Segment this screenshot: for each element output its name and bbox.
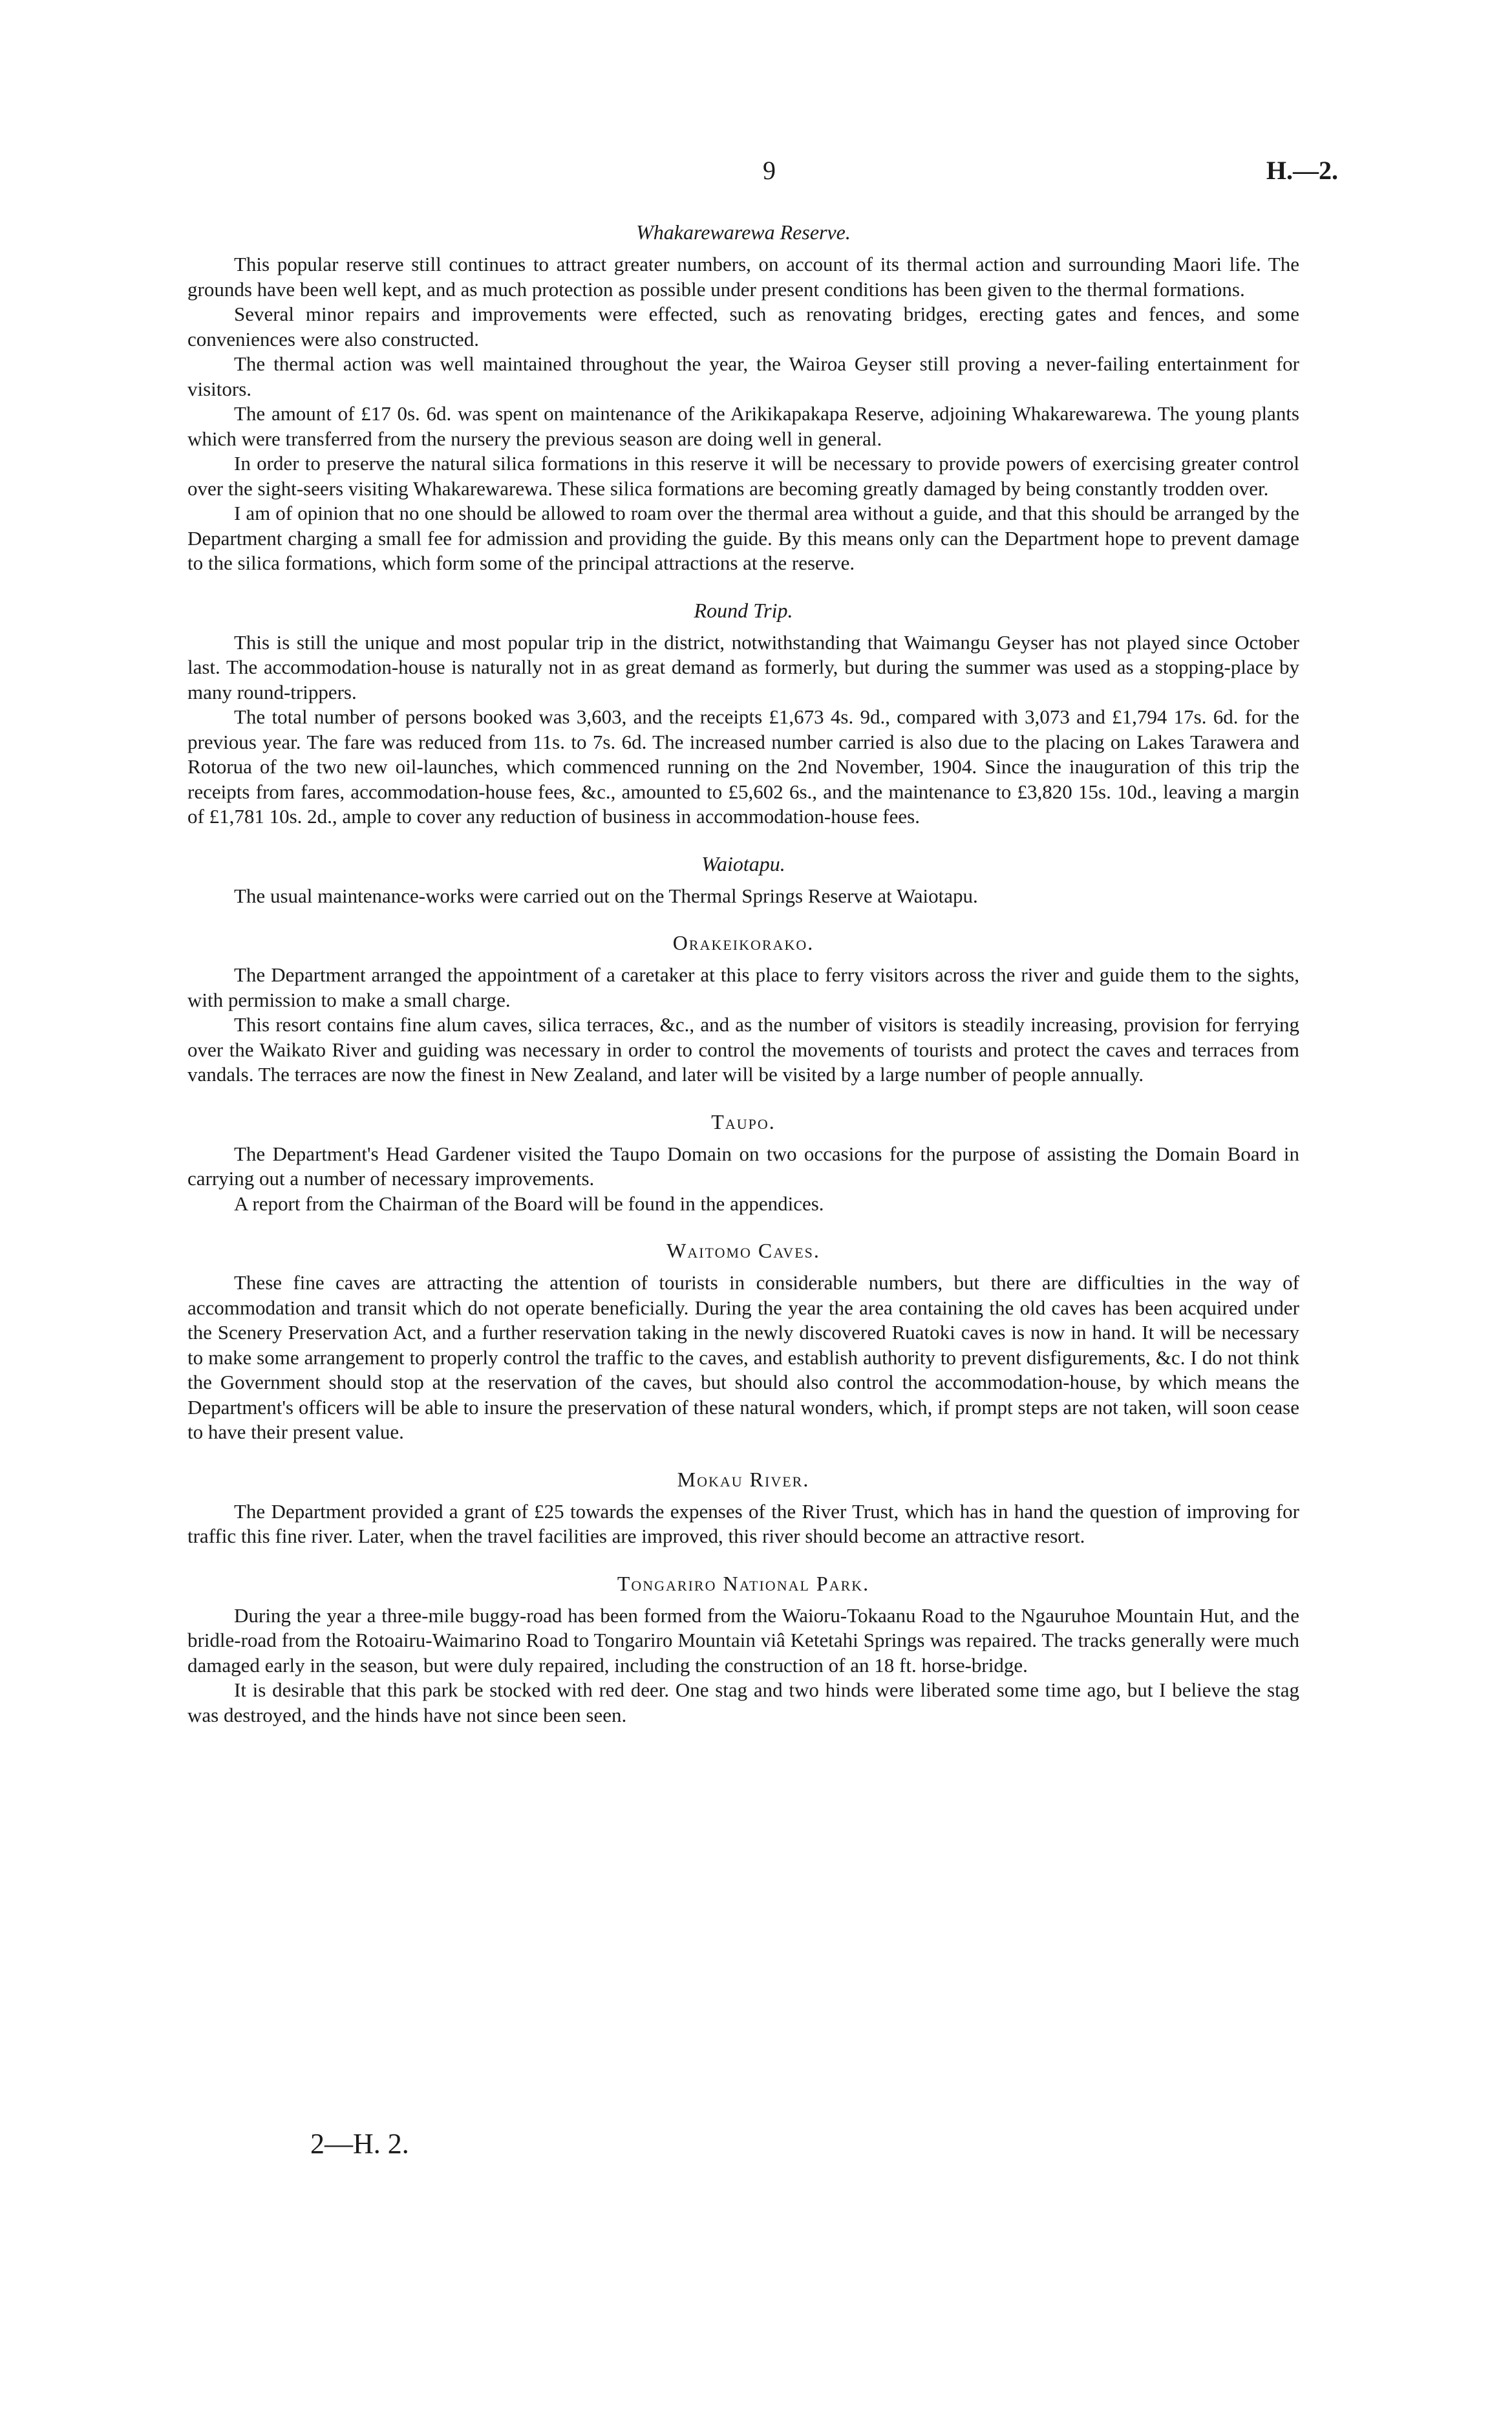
paragraph: These fine caves are attracting the attention of tourists in considerable numbers, but there are difficulties in the way of accommodation and transit which do not operate beneficially. During the year the area containing the old caves has been acquired under the Scenery Preservation Act, and a further reservation taking in the newly discovered Ruatoki caves is now in hand. It will be necessary to make some arrangement to properly control the traffic to the caves, and establish authority to prevent disfigurements, &c. I do not think the Government should stop at the reservation of the caves, but should also control the accommodation-house, by which means the Department's officers will be able to insure the preservation of these natural wonders, which, if prompt steps are not taken, will soon cease to have their present value. bbox=[187, 1271, 1299, 1443]
paragraph: The Department provided a grant of £25 towards the expenses of the River Trust, which has in hand the question of improving for traffic this fine river. Later, when the travel facilities are improved, this river should become an attractive resort. bbox=[187, 1499, 1299, 1547]
section-heading: Round Trip. bbox=[694, 598, 793, 622]
section-heading: Taupo. bbox=[711, 1110, 776, 1133]
section-heading: Mokau River. bbox=[677, 1467, 810, 1491]
paragraph: A report from the Chairman of the Board will be found in the appendices. bbox=[234, 1192, 824, 1215]
paragraph: This popular reserve still continues to attract greater numbers, on account of its thermal action and surrounding Maori life. The grounds have been well kept, and as much protection as possible under present conditions has been given to the thermal formations. bbox=[187, 253, 1299, 301]
paragraph: I am of opinion that no one should be allowed to roam over the thermal area without a guide, and that this should be arranged by the Department charging a small fee for admission and providing the guide. By this means only can the Department hope to prevent damage to the silica formations, which form some of the principal attractions at the reserve. bbox=[187, 502, 1299, 574]
page-number: 9 bbox=[763, 156, 776, 185]
section bbox=[187, 1571, 1299, 1728]
paragraph: In order to preserve the natural silica formations in this reserve it will be necessary to provide powers of exercising greater control over the sight-seers visiting Whakarewarewa. These silica formations are becoming greatly damaged by being constantly trodden over. bbox=[187, 452, 1299, 500]
paragraph: The Department arranged the appointment of a caretaker at this place to ferry visitors across the river and guide them to the sights, with permission to make a small charge. bbox=[187, 963, 1299, 1011]
paragraph: This is still the unique and most popular trip in the district, notwithstanding that Waimangu Geyser has not played since October last. The accommodation-house is naturally not in as great demand as formerly, but during the summer was used as a stopping-place by many round-trippers. bbox=[187, 630, 1299, 703]
section bbox=[187, 1238, 1299, 1445]
paragraph: The thermal action was well maintained throughout the year, the Wairoa Geyser still proving a never-failing entertainment for visitors. bbox=[187, 352, 1299, 400]
section-heading: Whakarewarewa Reserve. bbox=[636, 220, 851, 244]
paragraph: The amount of £17 0s. 6d. was spent on maintenance of the Arikikapakapa Reserve, adjoining Whakarewarewa. The young plants which were transferred from the nursery the previous season are doing well in general. bbox=[187, 402, 1299, 450]
section-heading: Waiotapu. bbox=[701, 852, 785, 875]
paragraph: It is desirable that this park be stocked with red deer. One stag and two hinds were liberated some time ago, but I believe the stag was destroyed, and the hinds have not since been seen. bbox=[187, 1678, 1299, 1726]
section bbox=[187, 598, 1299, 830]
page-header bbox=[187, 155, 1338, 200]
section bbox=[187, 1110, 1299, 1217]
signature-mark: 2—H. 2. bbox=[310, 2128, 409, 2160]
section-heading: Tongariro National Park. bbox=[617, 1571, 870, 1595]
section bbox=[187, 220, 1299, 576]
section bbox=[187, 1467, 1299, 1549]
paragraph: The total number of persons booked was 3,603, and the receipts £1,673 4s. 9d., compared with 3,073 and £1,794 17s. 6d. for the previous year. The fare was reduced from 11s. to 7s. 6d. The increased number carried is also due to the placing on Lakes Tarawera and Rotorua of the two new oil-launches, which commenced running on the 2nd November, 1904. Since the inauguration of this trip the receipts from fares, accommodation-house fees, &c., amounted to £5,602 6s., and the maintenance to £3,820 15s. 10d., leaving a margin of £1,781 10s. 2d., ample to cover any reduction of business in accommodation-house fees. bbox=[187, 705, 1299, 828]
document-body bbox=[187, 220, 1299, 1750]
section-heading: Orakeikorako. bbox=[672, 931, 815, 954]
paragraph: The Department's Head Gardener visited the Taupo Domain on two occasions for the purpose of assisting the Domain Board in carrying out a number of necessary improvements. bbox=[187, 1142, 1299, 1190]
section-heading: Waitomo Caves. bbox=[666, 1239, 820, 1262]
paragraph: During the year a three-mile buggy-road has been formed from the Waioru-Tokaanu Road to the Ngauruhoe Mountain Hut, and the bridle-road from the Rotoairu-Waimarino Road to Tongariro Mountain viâ Ketetahi Springs was repaired. The tracks generally were much damaged early in the season, but were duly repaired, including the construction of an 18 ft. horse-bridge. bbox=[187, 1603, 1299, 1677]
paragraph: The usual maintenance-works were carried out on the Thermal Springs Reserve at Waiotapu. bbox=[234, 884, 978, 907]
document-reference: H.—2. bbox=[1266, 156, 1338, 185]
paragraph: This resort contains fine alum caves, silica terraces, &c., and as the number of visitors is steadily increasing, provision for ferrying over the Waikato River and guiding was necessary in order to control the movements of tourists and protect the caves and terraces from vandals. The terraces are now the finest in New Zealand, and later will be visited by a large number of people annually. bbox=[187, 1013, 1299, 1086]
paragraph: Several minor repairs and improvements were effected, such as renovating bridges, erecting gates and fences, and some conveniences were also constructed. bbox=[187, 303, 1299, 350]
section bbox=[187, 852, 1299, 909]
section bbox=[187, 930, 1299, 1088]
